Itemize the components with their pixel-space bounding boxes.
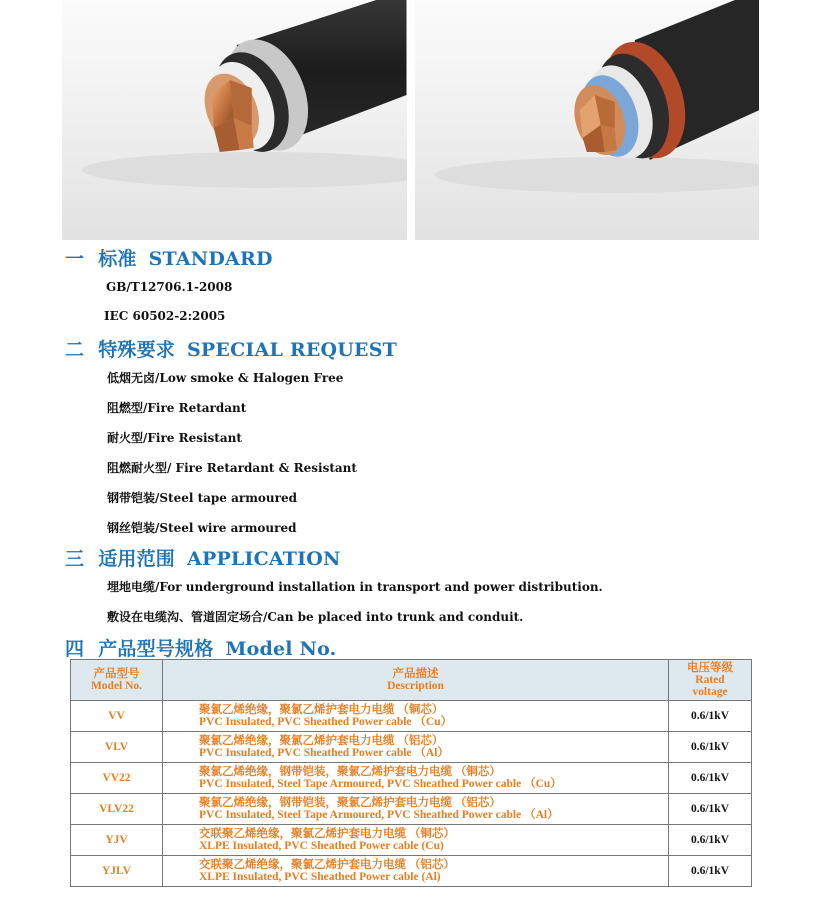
section-title-cn: 特殊要求 [98,339,176,361]
cell-description [163,856,669,887]
section-title-standard [65,244,273,271]
cell-voltage: 0.6/1kV [669,763,752,794]
table-row [71,794,752,825]
special-item: 阻燃耐火型/ Fire Retardant & Resistant [107,461,357,475]
table-row [71,825,752,856]
desc-cn: 聚氯乙烯绝缘，聚氯乙烯护套电力电缆 （铝芯） [199,735,444,747]
section-number: 一 [65,248,85,270]
table-header-row [71,660,752,701]
model-spec-table [70,659,752,887]
section-title-en: SPECIAL REQUEST [187,339,397,361]
special-item: 耐火型/Fire Resistant [107,431,242,445]
product-photos [62,0,759,240]
cable-copper-illustration [62,0,407,240]
desc-en: PVC Insulated, Steel Tape Armoured, PVC Sheathed Power cable （Cu） [199,778,562,790]
cable-armoured-illustration [415,0,760,240]
cell-description [163,701,669,732]
cell-voltage: 0.6/1kV [669,732,752,763]
cell-model: YJLV [71,856,163,887]
header-description [163,660,669,701]
cell-model: YJV [71,825,163,856]
cell-description [163,732,669,763]
cell-model: VLV22 [71,794,163,825]
table-row [71,856,752,887]
cell-description [163,794,669,825]
desc-cn: 交联聚乙烯绝缘，聚氯乙烯护套电力电缆 （铜芯） [199,828,455,840]
cable-photo-left [62,0,407,240]
header-en: Description [387,680,444,692]
section-title-en: Model No. [225,638,337,660]
cell-description [163,825,669,856]
cell-voltage: 0.6/1kV [669,856,752,887]
special-item: 钢丝铠装/Steel wire armoured [107,521,297,535]
cable-photo-right [415,0,760,240]
desc-cn: 聚氯乙烯绝缘，钢带铠装，聚氯乙烯护套电力电缆 （铝芯） [199,797,501,809]
section-title-en: STANDARD [148,248,273,270]
standard-item: GB/T12706.1-2008 [106,280,233,294]
section-title-cn: 产品型号规格 [98,638,214,660]
header-en: Rated [695,674,725,686]
header-model [71,660,163,701]
cell-voltage: 0.6/1kV [669,825,752,856]
section-title-special [65,335,397,362]
cell-model: VV [71,701,163,732]
desc-cn: 聚氯乙烯绝缘，聚氯乙烯护套电力电缆 （铜芯） [199,704,444,716]
section-title-cn: 标准 [98,248,137,270]
application-item: 敷设在电缆沟、管道固定场合/Can be placed into trunk and conduit. [107,610,524,624]
desc-cn: 交联聚乙烯绝缘，聚氯乙烯护套电力电缆 （铝芯） [199,859,455,871]
section-number: 二 [65,339,85,361]
header-cn: 产品型号 [93,668,140,680]
application-item: 埋地电缆/For underground installation in transport and power distribution. [107,580,603,594]
section-title-en: APPLICATION [187,548,341,570]
header-cn: 产品描述 [392,668,439,680]
special-item: 钢带铠装/Steel tape armoured [107,491,297,505]
section-number: 三 [65,548,85,570]
special-item: 阻燃型/Fire Retardant [107,401,247,415]
section-title-model [65,634,336,661]
desc-en: PVC Insulated, PVC Sheathed Power cable （Cu） [199,716,453,728]
standard-item: IEC 60502-2:2005 [104,309,226,323]
desc-en: PVC Insulated, Steel Tape Armoured, PVC Sheathed Power cable （Al） [199,809,559,821]
table-row [71,701,752,732]
cell-voltage: 0.6/1kV [669,794,752,825]
special-item: 低烟无卤/Low smoke & Halogen Free [107,371,344,385]
cell-model: VV22 [71,763,163,794]
header-cn: 电压等级 [687,662,733,674]
cell-description [163,763,669,794]
desc-cn: 聚氯乙烯绝缘，钢带铠装，聚氯乙烯护套电力电缆 （铜芯） [199,766,501,778]
header-en: Model No. [90,680,143,692]
desc-en: XLPE Insulated, PVC Sheathed Power cable (Cu) [199,840,444,852]
desc-en: PVC Insulated, PVC Sheathed Power cable （Al） [199,747,449,759]
section-number: 四 [65,638,85,660]
header-voltage [669,660,752,701]
cell-model: VLV [71,732,163,763]
desc-en: XLPE Insulated, PVC Sheathed Power cable (Al) [199,871,441,883]
section-title-cn: 适用范围 [98,548,176,570]
table-row [71,732,752,763]
header-en: voltage [692,686,728,698]
cell-voltage: 0.6/1kV [669,701,752,732]
table-row [71,763,752,794]
section-title-application [65,544,341,571]
